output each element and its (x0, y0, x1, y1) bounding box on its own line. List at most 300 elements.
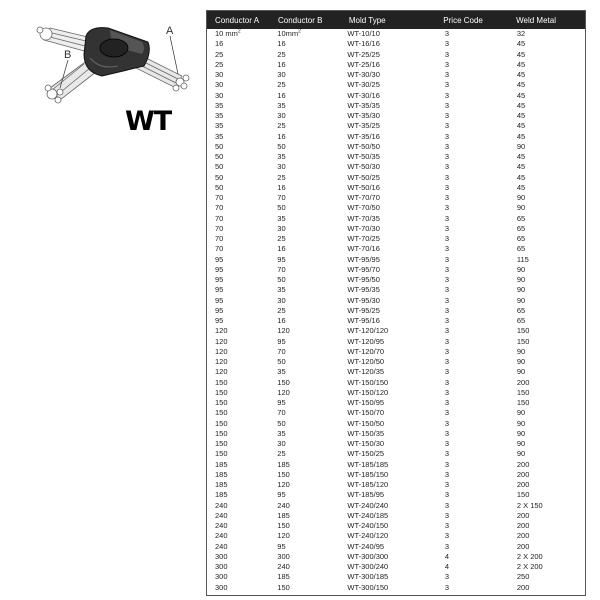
label-a: A (166, 25, 174, 37)
cell-conductor-a: 30 (215, 80, 224, 90)
cell-mold-type: WT-95/95 (347, 254, 380, 264)
cell-conductor-b: 30 (277, 223, 286, 233)
cell-mold-type: WT-120/35 (347, 367, 385, 377)
cell-conductor-b: 30 (277, 162, 286, 172)
cell-weld-metal: 45 (516, 121, 526, 131)
cell-conductor-b: 16 (277, 59, 286, 69)
table-row (207, 29, 585, 39)
table-row (207, 39, 585, 49)
cell-weld-metal: 90 (516, 367, 526, 377)
cell-mold-type: WT-150/30 (347, 439, 385, 448)
table-row (207, 439, 585, 449)
cell-conductor-a: 95 (215, 295, 224, 305)
cell-mold-type: WT-120/70 (347, 346, 385, 356)
cell-mold-type: WT-50/35 (347, 152, 380, 161)
cell-weld-metal: 45 (516, 111, 526, 120)
cell-price-code: 3 (444, 541, 449, 551)
cell-conductor-a: 150 (215, 449, 228, 459)
cell-mold-type: WT-240/240 (347, 500, 389, 510)
cell-conductor-b: 25 (277, 80, 286, 90)
cell-weld-metal: 32 (516, 29, 526, 38)
cell-conductor-b: 25 (277, 121, 286, 131)
cell-conductor-b: 95 (277, 490, 286, 500)
cell-conductor-b: 50 (277, 418, 286, 428)
cell-mold-type: WT-50/16 (347, 182, 380, 192)
cell-conductor-b: 70 (277, 193, 286, 202)
cell-price-code: 3 (444, 182, 449, 192)
table-row (207, 101, 585, 111)
cell-weld-metal: 90 (516, 193, 526, 202)
cell-mold-type: WT-10/10 (347, 29, 380, 38)
table-row (207, 121, 585, 131)
cell-mold-type: WT-35/25 (347, 121, 380, 131)
cell-price-code: 3 (444, 131, 449, 141)
cell-conductor-b: $10mm^2$ (277, 28, 301, 38)
cell-conductor-b: 16 (277, 90, 286, 100)
cell-conductor-a: 120 (215, 346, 228, 356)
cell-price-code: 3 (444, 39, 449, 49)
table-row (207, 398, 585, 408)
cell-weld-metal: 150 (516, 326, 530, 336)
cell-weld-metal: 200 (516, 377, 530, 387)
cell-mold-type: WT-150/50 (347, 418, 385, 428)
cell-conductor-b: 95 (277, 336, 286, 346)
cell-mold-type: WT-50/30 (347, 162, 380, 172)
table-row (207, 501, 585, 511)
cell-mold-type: WT-185/150 (347, 469, 389, 479)
cell-price-code: 3 (444, 111, 449, 120)
cell-mold-type: WT-25/16 (347, 59, 380, 69)
cell-conductor-b: 240 (277, 562, 290, 571)
cell-weld-metal: 45 (516, 100, 526, 110)
cell-mold-type: WT-300/240 (347, 562, 389, 571)
cell-weld-metal: 2 X 200 (516, 562, 543, 571)
cell-conductor-a: 70 (215, 234, 224, 243)
table-row (207, 244, 585, 254)
cell-price-code: 3 (444, 90, 449, 100)
cell-conductor-a: 70 (215, 244, 224, 254)
cell-mold-type: WT-35/30 (347, 111, 380, 120)
table-row (207, 460, 585, 470)
cell-weld-metal: 65 (516, 244, 526, 254)
cell-weld-metal: 200 (516, 531, 530, 541)
table-row (207, 234, 585, 244)
table-row (207, 80, 585, 90)
cell-weld-metal: 90 (516, 428, 526, 438)
cell-conductor-a: 95 (215, 285, 224, 295)
cell-conductor-a: 240 (215, 510, 228, 520)
cell-conductor-a: 50 (215, 162, 224, 172)
cell-mold-type: WT-95/25 (347, 305, 380, 315)
wt-title: WT (125, 106, 172, 137)
cell-mold-type: WT-50/50 (347, 141, 380, 151)
table-row (207, 562, 585, 572)
cell-conductor-b: 185 (277, 510, 290, 520)
cell-price-code: 3 (444, 336, 449, 346)
cell-weld-metal: 115 (516, 254, 529, 264)
cell-mold-type: WT-95/50 (347, 275, 380, 284)
table-row (207, 193, 585, 203)
cell-conductor-a: 150 (215, 439, 228, 448)
table-row (207, 316, 585, 326)
cell-price-code: 3 (444, 521, 449, 530)
cell-conductor-a: 10 $mm^2$ (215, 28, 241, 38)
cell-conductor-a: 150 (215, 387, 228, 397)
cell-mold-type: WT-240/120 (347, 531, 389, 541)
cell-price-code: 3 (444, 531, 449, 541)
cell-conductor-b: 35 (277, 152, 286, 161)
cell-conductor-a: 185 (215, 459, 228, 469)
cell-mold-type: WT-95/16 (347, 316, 380, 325)
cell-conductor-b: 50 (277, 357, 286, 366)
cell-price-code: 3 (444, 418, 449, 428)
cell-conductor-b: 150 (277, 521, 290, 530)
cell-conductor-b: 150 (277, 582, 290, 592)
cell-conductor-b: 25 (277, 172, 286, 182)
cell-price-code: 3 (444, 357, 449, 366)
cell-conductor-b: 30 (277, 295, 286, 305)
cell-conductor-a: 25 (215, 49, 224, 59)
cell-mold-type: WT-150/95 (347, 398, 385, 407)
cell-conductor-a: 50 (215, 141, 224, 151)
table-row (207, 50, 585, 60)
table-row (207, 265, 585, 275)
cell-mold-type: WT-35/16 (347, 131, 380, 141)
table-row (207, 224, 585, 234)
cell-conductor-a: 25 (215, 59, 224, 69)
cell-conductor-a: 120 (215, 367, 228, 377)
cell-conductor-b: 16 (277, 131, 286, 141)
cell-mold-type: WT-240/95 (347, 541, 385, 551)
cell-mold-type: WT-150/120 (347, 387, 389, 397)
cell-conductor-b: 150 (277, 469, 290, 479)
table-row (207, 132, 585, 142)
cell-conductor-a: 300 (215, 572, 228, 582)
cell-conductor-a: 35 (215, 100, 224, 110)
cell-conductor-a: 50 (215, 172, 224, 182)
table-row (207, 214, 585, 224)
cell-conductor-b: 185 (277, 459, 290, 469)
table-header (207, 11, 585, 29)
header-mold-type: Mold Type (348, 15, 386, 25)
cell-mold-type: WT-70/25 (347, 234, 380, 243)
cell-weld-metal: 45 (516, 70, 526, 79)
cell-conductor-a: 30 (215, 90, 224, 100)
cell-price-code: 3 (444, 264, 449, 274)
table-row (207, 542, 585, 552)
cell-price-code: 3 (444, 285, 449, 295)
cell-price-code: 3 (444, 213, 449, 223)
cell-weld-metal: 65 (516, 305, 526, 315)
cell-mold-type: WT-150/25 (347, 449, 385, 459)
cell-price-code: 3 (444, 316, 449, 325)
cell-weld-metal: 90 (516, 141, 526, 151)
cell-mold-type: WT-240/185 (347, 510, 389, 520)
cell-price-code: 3 (444, 141, 449, 151)
cell-conductor-a: 70 (215, 203, 224, 213)
cell-conductor-b: 240 (277, 500, 290, 510)
cell-weld-metal: 250 (516, 572, 530, 582)
cell-mold-type: WT-95/30 (347, 295, 380, 305)
cell-conductor-a: 70 (215, 193, 224, 202)
cell-mold-type: WT-300/185 (347, 572, 389, 582)
table-row (207, 152, 585, 162)
cell-weld-metal: 90 (516, 408, 526, 418)
cell-price-code: 3 (444, 121, 449, 131)
cell-weld-metal: 90 (516, 295, 526, 305)
cell-conductor-b: 120 (277, 480, 290, 489)
table-row (207, 162, 585, 172)
cell-mold-type: WT-70/35 (347, 213, 380, 223)
cell-mold-type: WT-30/16 (347, 90, 380, 100)
label-b: B (64, 49, 72, 61)
cell-conductor-a: 95 (215, 254, 224, 264)
cell-price-code: 3 (444, 439, 449, 448)
cell-price-code: 3 (444, 172, 449, 182)
cell-price-code: 3 (444, 152, 449, 161)
cell-conductor-b: 25 (277, 449, 286, 459)
cell-mold-type: WT-35/35 (347, 100, 380, 110)
cell-price-code: 3 (444, 29, 449, 38)
cell-conductor-a: 50 (215, 182, 224, 192)
table-row (207, 173, 585, 183)
table-row (207, 470, 585, 480)
table-row (207, 531, 585, 541)
header-conductor-a: Conductor A (215, 15, 260, 25)
cell-weld-metal: 45 (516, 152, 526, 161)
cell-conductor-a: 16 (215, 39, 224, 49)
cell-conductor-a: 185 (215, 480, 228, 489)
cell-weld-metal: 2 X 200 (516, 551, 543, 561)
cell-conductor-a: 95 (215, 275, 224, 284)
cell-conductor-b: 25 (277, 49, 286, 59)
cell-weld-metal: 45 (516, 162, 526, 172)
cell-mold-type: WT-120/120 (347, 326, 389, 336)
cell-conductor-a: 50 (215, 152, 224, 161)
table-row (207, 347, 585, 357)
cell-weld-metal: 200 (516, 469, 530, 479)
cell-conductor-b: 25 (277, 305, 286, 315)
cell-weld-metal: 90 (516, 357, 526, 366)
cell-weld-metal: 90 (516, 285, 526, 295)
cell-weld-metal: 150 (516, 336, 530, 346)
cell-conductor-a: 120 (215, 326, 228, 336)
specification-table (206, 10, 586, 596)
cell-conductor-a: 150 (215, 418, 228, 428)
cell-mold-type: WT-70/30 (347, 223, 380, 233)
cell-weld-metal: 90 (516, 275, 526, 284)
cell-mold-type: WT-185/120 (347, 480, 389, 489)
cell-weld-metal: 150 (516, 398, 530, 407)
wt-connector-illustration (30, 8, 195, 138)
cell-conductor-b: 70 (277, 264, 286, 274)
cell-conductor-b: 120 (277, 531, 290, 541)
cell-price-code: 3 (444, 480, 449, 489)
table-row (207, 408, 585, 418)
header-conductor-b: Conductor B (277, 15, 323, 25)
cell-conductor-b: 16 (277, 182, 286, 192)
table-row (207, 91, 585, 101)
cell-conductor-b: 50 (277, 141, 286, 151)
cell-conductor-a: 70 (215, 213, 224, 223)
cell-conductor-b: 16 (277, 316, 286, 325)
cell-conductor-a: 30 (215, 70, 224, 79)
cell-price-code: 3 (444, 244, 449, 254)
cell-weld-metal: 45 (516, 182, 526, 192)
cell-conductor-a: 95 (215, 316, 224, 325)
cell-weld-metal: 45 (516, 49, 526, 59)
cell-conductor-b: 50 (277, 203, 286, 213)
cell-price-code: 3 (444, 275, 449, 284)
table-row (207, 480, 585, 490)
cell-price-code: 3 (444, 449, 449, 459)
cell-conductor-a: 240 (215, 541, 228, 551)
cell-price-code: 3 (444, 162, 449, 172)
cell-weld-metal: 200 (516, 521, 530, 530)
cell-conductor-a: 300 (215, 582, 228, 592)
table-row (207, 583, 585, 593)
cell-mold-type: WT-185/95 (347, 490, 385, 500)
cell-conductor-b: 35 (277, 100, 286, 110)
cell-price-code: 3 (444, 295, 449, 305)
cell-conductor-b: 30 (277, 70, 286, 79)
table-row (207, 60, 585, 70)
cell-weld-metal: 2 X 150 (516, 500, 543, 510)
cell-weld-metal: 45 (516, 80, 526, 90)
table-row (207, 521, 585, 531)
cell-weld-metal: 150 (516, 387, 530, 397)
cell-mold-type: WT-120/95 (347, 336, 385, 346)
cell-price-code: 3 (444, 59, 449, 69)
header-price-code: Price Code (443, 15, 483, 25)
table-row (207, 367, 585, 377)
cell-weld-metal: 65 (516, 213, 526, 223)
table-row (207, 419, 585, 429)
cell-weld-metal: 90 (516, 449, 526, 459)
cell-price-code: 3 (444, 367, 449, 377)
cell-price-code: 3 (444, 70, 449, 79)
cell-weld-metal: 200 (516, 510, 530, 520)
cell-weld-metal: 65 (516, 316, 526, 325)
cell-price-code: 3 (444, 459, 449, 469)
cell-price-code: 3 (444, 408, 449, 418)
cell-mold-type: WT-95/70 (347, 264, 380, 274)
cell-weld-metal: 200 (516, 480, 530, 489)
cell-conductor-a: 185 (215, 490, 228, 500)
cell-conductor-b: 300 (277, 551, 290, 561)
table-row (207, 183, 585, 193)
cell-conductor-a: 95 (215, 305, 224, 315)
cell-mold-type: WT-70/50 (347, 203, 380, 213)
cell-price-code: 3 (444, 346, 449, 356)
table-row (207, 296, 585, 306)
cell-conductor-a: 120 (215, 336, 228, 346)
cell-mold-type: WT-16/16 (347, 39, 380, 49)
cell-price-code: 3 (444, 80, 449, 90)
cell-conductor-b: 95 (277, 541, 286, 551)
cell-weld-metal: 45 (516, 39, 526, 49)
cell-mold-type: WT-150/70 (347, 408, 385, 418)
cell-mold-type: WT-70/16 (347, 244, 380, 254)
cell-conductor-b: 30 (277, 111, 286, 120)
cell-conductor-b: 120 (277, 326, 290, 336)
table-row (207, 429, 585, 439)
cell-conductor-a: 35 (215, 111, 224, 120)
cell-conductor-b: 95 (277, 398, 286, 407)
cell-weld-metal: 45 (516, 131, 526, 141)
t-connector-drawing (30, 8, 195, 108)
cell-weld-metal: 45 (516, 90, 526, 100)
cell-mold-type: WT-300/300 (347, 551, 389, 561)
cell-weld-metal: 200 (516, 459, 530, 469)
cell-price-code: 3 (444, 223, 449, 233)
table-row (207, 111, 585, 121)
cell-mold-type: WT-70/70 (347, 193, 380, 202)
cell-conductor-b: 35 (277, 285, 286, 295)
table-row (207, 70, 585, 80)
table-row (207, 337, 585, 347)
cell-weld-metal: 65 (516, 223, 526, 233)
cell-weld-metal: 90 (516, 203, 526, 213)
cell-price-code: 3 (444, 49, 449, 59)
cell-price-code: 3 (444, 582, 449, 592)
cell-mold-type: WT-240/150 (347, 521, 389, 530)
table-row (207, 275, 585, 285)
cell-mold-type: WT-25/25 (347, 49, 380, 59)
cell-weld-metal: 90 (516, 439, 526, 448)
cell-price-code: 3 (444, 490, 449, 500)
cell-conductor-b: 150 (277, 377, 290, 387)
cell-conductor-b: 25 (277, 234, 286, 243)
cell-price-code: 3 (444, 326, 449, 336)
table-row (207, 142, 585, 152)
cell-price-code: 3 (444, 305, 449, 315)
table-row (207, 378, 585, 388)
cell-price-code: 3 (444, 193, 449, 202)
cell-conductor-b: 35 (277, 213, 286, 223)
table-row (207, 285, 585, 295)
cell-conductor-a: 70 (215, 223, 224, 233)
table-row (207, 357, 585, 367)
cell-weld-metal: 45 (516, 172, 526, 182)
cell-conductor-a: 150 (215, 408, 228, 418)
cell-conductor-a: 240 (215, 521, 228, 530)
table-row (207, 490, 585, 500)
cell-conductor-b: 35 (277, 367, 286, 377)
cell-conductor-a: 240 (215, 500, 228, 510)
cell-price-code: 3 (444, 469, 449, 479)
cell-price-code: 3 (444, 510, 449, 520)
cell-conductor-a: 35 (215, 131, 224, 141)
cell-mold-type: WT-120/50 (347, 357, 385, 366)
table-body (207, 29, 585, 593)
cell-conductor-b: 70 (277, 408, 286, 418)
cell-conductor-a: 150 (215, 377, 228, 387)
table-row (207, 306, 585, 316)
cell-weld-metal: 150 (516, 490, 530, 500)
cell-mold-type: WT-50/25 (347, 172, 380, 182)
cell-price-code: 3 (444, 254, 449, 264)
table-row (207, 326, 585, 336)
table-row (207, 388, 585, 398)
header-weld-metal: Weld Metal (516, 15, 556, 25)
cell-weld-metal: 90 (516, 264, 526, 274)
cell-conductor-b: 95 (277, 254, 286, 264)
cell-weld-metal: 45 (516, 59, 526, 69)
cell-mold-type: WT-150/150 (347, 377, 389, 387)
table-row (207, 255, 585, 265)
cell-mold-type: WT-95/35 (347, 285, 380, 295)
